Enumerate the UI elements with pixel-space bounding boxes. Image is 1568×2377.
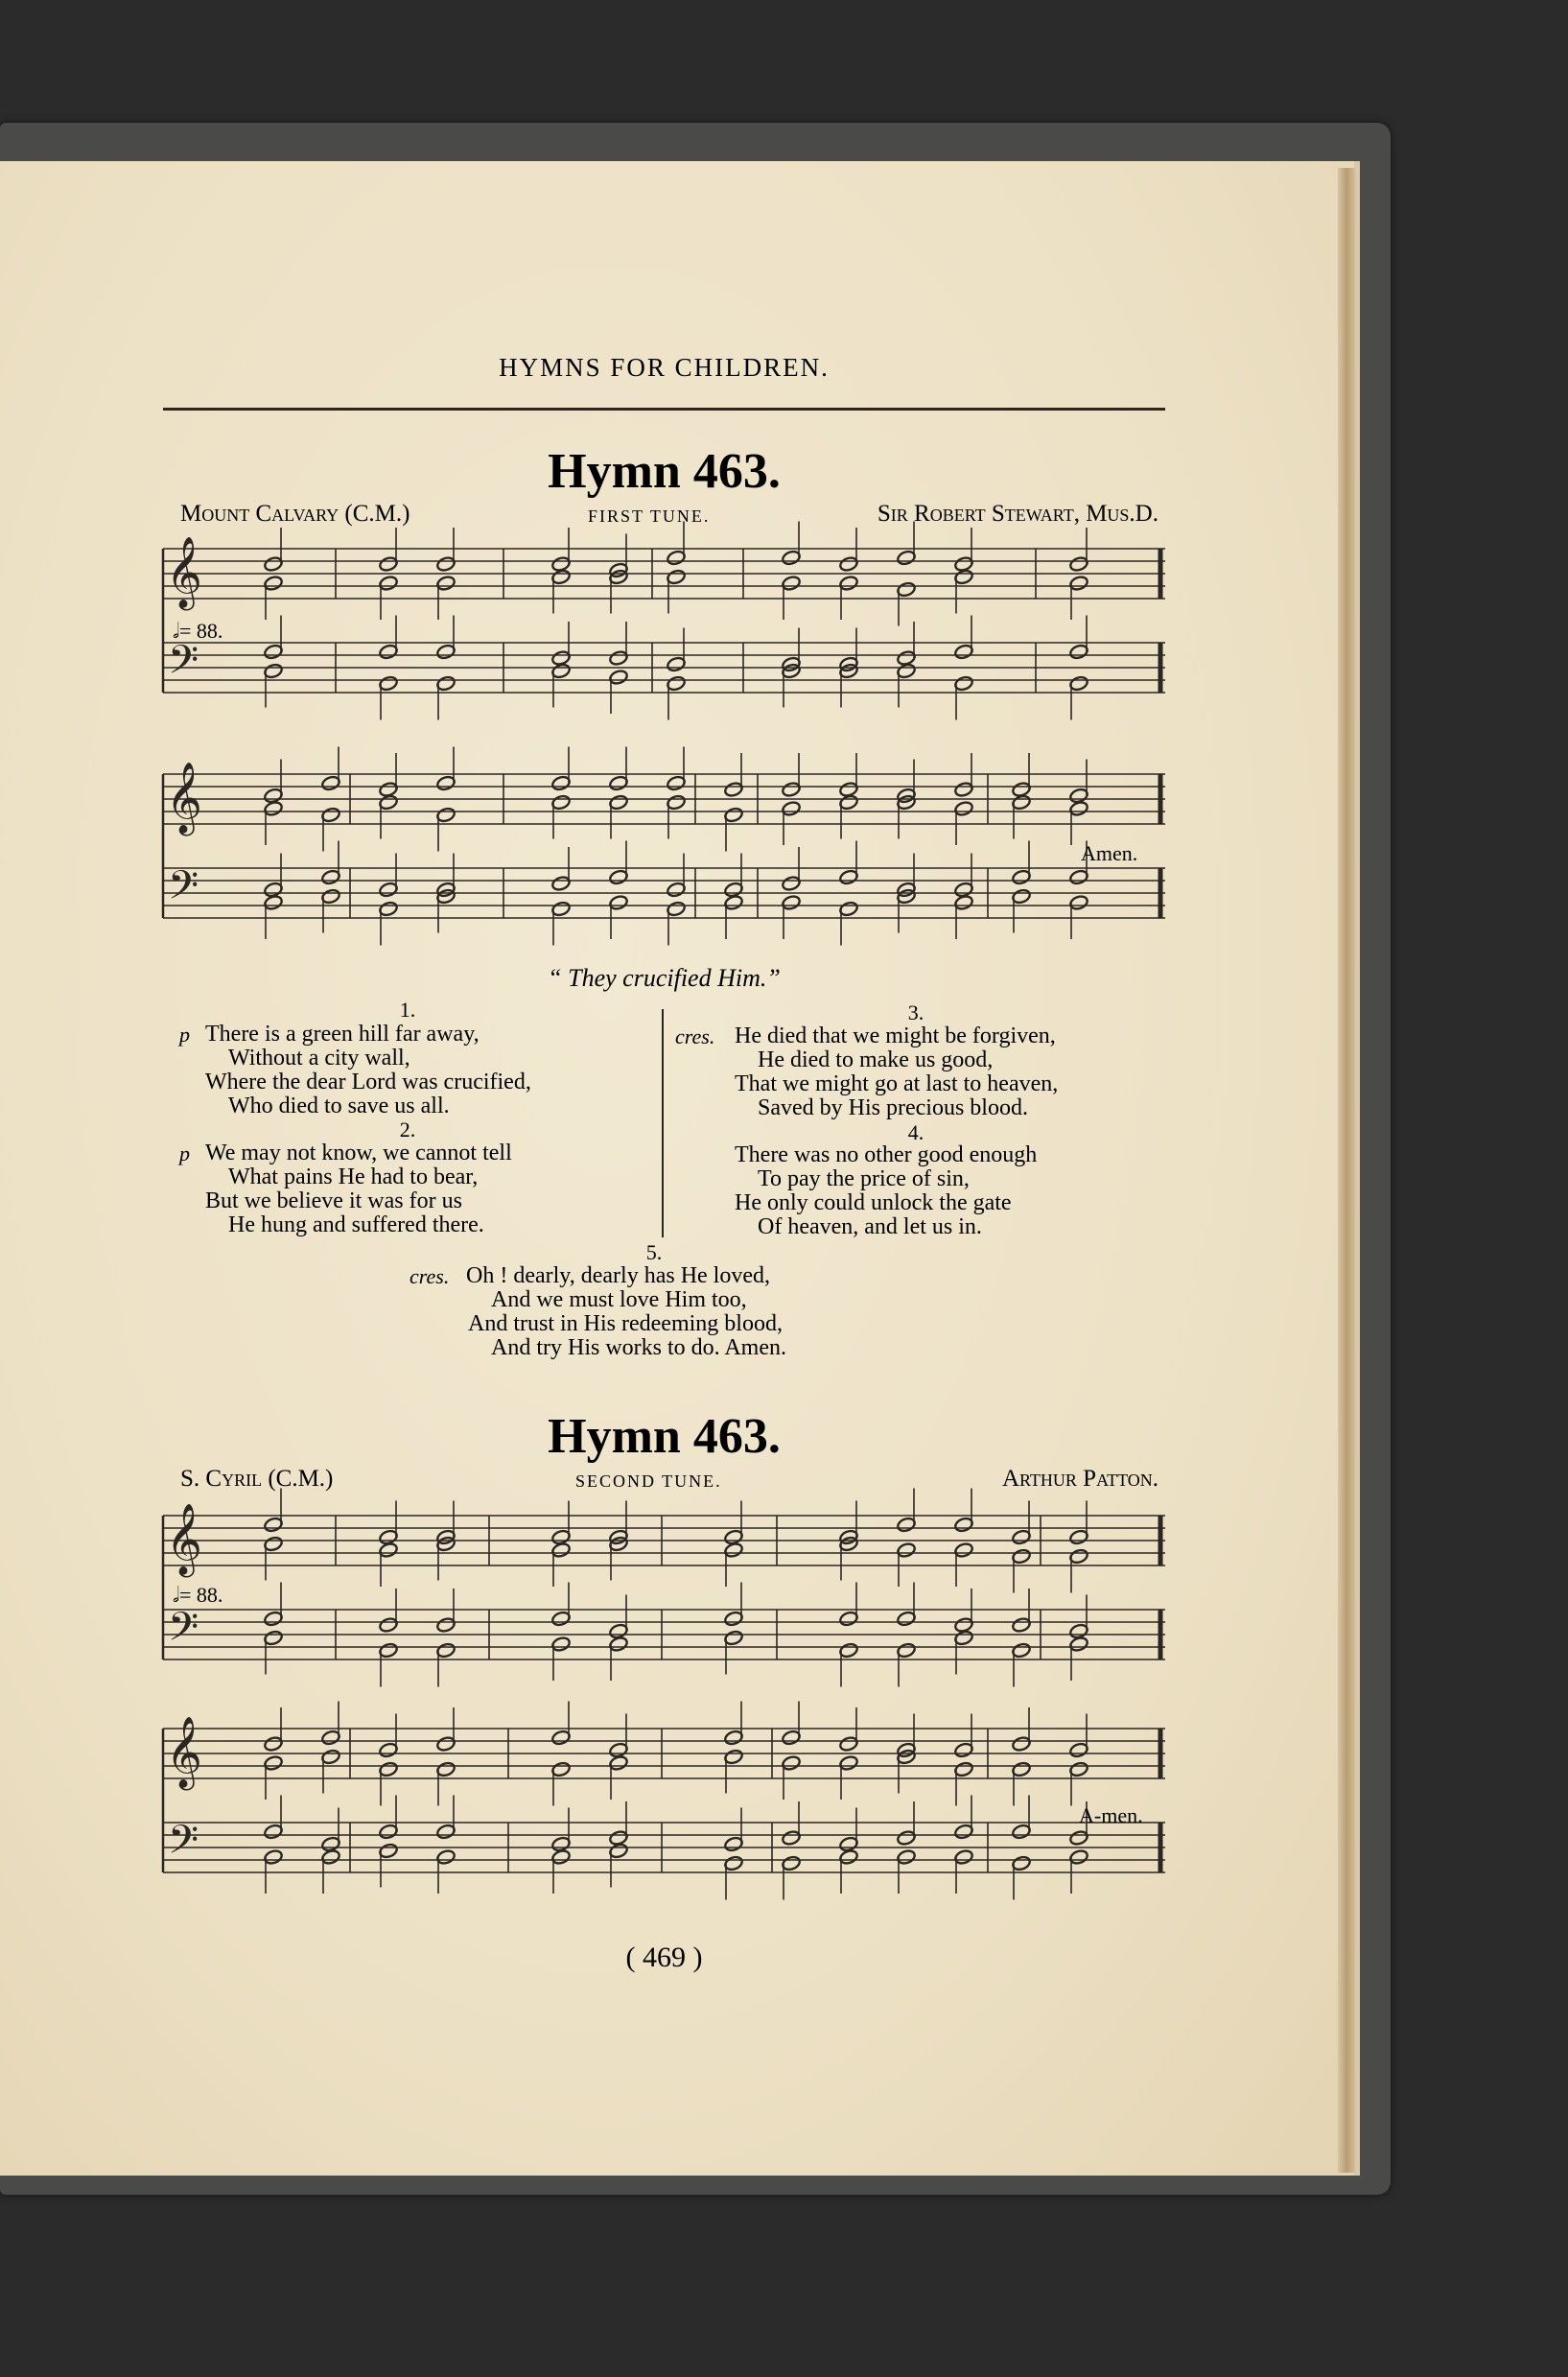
music-system-1a bbox=[158, 537, 1170, 715]
dynamic-marking: cres. bbox=[675, 1024, 715, 1048]
verse-line: Who died to save us all. bbox=[228, 1094, 450, 1118]
verse-line: He hung and suffered there. bbox=[228, 1212, 484, 1237]
amen-label-2: A-men. bbox=[1079, 1803, 1143, 1827]
verse-number: 5. bbox=[645, 1240, 663, 1264]
verse-line: There is a green hill far away, bbox=[205, 1022, 480, 1047]
verse-line: Where the dear Lord was crucified, bbox=[205, 1070, 531, 1094]
verse-line: Of heaven, and let us in. bbox=[758, 1214, 982, 1239]
tempo-marking-2 bbox=[173, 1583, 222, 1608]
dynamic-marking: p bbox=[179, 1023, 190, 1047]
verse-line: But we believe it was for us bbox=[205, 1188, 462, 1213]
verse-line: To pay the price of sin, bbox=[758, 1166, 970, 1191]
tune-composer: Sir Robert Stewart, Mus.D. bbox=[877, 501, 1158, 527]
treble-clef-icon: 𝄞 bbox=[166, 537, 202, 608]
verse-line: And try His works to do. Amen. bbox=[491, 1335, 786, 1360]
verse-line: And we must love Him too, bbox=[491, 1287, 747, 1312]
tune-name: Mount Calvary (C.M.) bbox=[180, 501, 410, 527]
treble-clef-icon: 𝄞 bbox=[166, 1717, 202, 1788]
tune-composer: Arthur Patton. bbox=[1001, 1466, 1158, 1492]
verse-line: He died to make us good, bbox=[758, 1047, 994, 1072]
dynamic-marking: cres. bbox=[410, 1264, 450, 1288]
tune-line-first bbox=[180, 501, 1158, 533]
treble-clef-icon: 𝄞 bbox=[166, 1504, 202, 1575]
verse-number: 1. bbox=[399, 998, 416, 1022]
bass-clef-icon: 𝄢 bbox=[168, 862, 199, 918]
dynamic-marking: p bbox=[179, 1141, 190, 1165]
amen-label-1: Amen. bbox=[1081, 841, 1138, 865]
verse-line: What pains He had to bear, bbox=[228, 1165, 479, 1189]
half-note-icon: 𝅗𝅥 bbox=[173, 1583, 179, 1607]
verse-line: Oh ! dearly, dearly has He loved, bbox=[466, 1263, 770, 1288]
tune-order: FIRST TUNE. bbox=[588, 506, 711, 526]
verse-line: That we might go at last to heaven, bbox=[735, 1071, 1059, 1096]
page-number: ( 469 ) bbox=[625, 1942, 703, 1973]
tune-name: S. Cyril (C.M.) bbox=[180, 1466, 334, 1492]
header-rule bbox=[163, 408, 1165, 411]
music-system-2b bbox=[158, 1717, 1170, 1918]
verse-number: 3. bbox=[907, 1000, 924, 1024]
hymn-title-first: Hymn 463. bbox=[548, 444, 781, 499]
hymn-title-second: Hymn 463. bbox=[548, 1409, 781, 1464]
verse-line: Without a city wall, bbox=[228, 1046, 410, 1071]
verse-line: We may not know, we cannot tell bbox=[205, 1141, 512, 1165]
music-system-2a bbox=[158, 1504, 1170, 1682]
verse-number: 2. bbox=[399, 1118, 416, 1141]
music-system-1b bbox=[158, 763, 1170, 954]
running-head: HYMNS FOR CHILDREN. bbox=[499, 353, 830, 382]
bass-clef-icon: 𝄢 bbox=[168, 1817, 199, 1872]
half-note-icon: 𝅗𝅥 bbox=[173, 619, 179, 643]
epigraph: “ They crucified Him.” bbox=[548, 964, 781, 992]
verse-line: He only could unlock the gate bbox=[735, 1190, 1012, 1215]
tune-line-second bbox=[180, 1466, 1158, 1498]
verse-line: And trust in His redeeming blood, bbox=[468, 1311, 783, 1336]
verse-line: Saved by His precious blood. bbox=[758, 1095, 1028, 1120]
page-edge bbox=[1338, 168, 1355, 2173]
verse-number: 4. bbox=[907, 1120, 924, 1144]
bass-clef-icon: 𝄢 bbox=[168, 637, 199, 693]
bass-clef-icon: 𝄢 bbox=[168, 1604, 199, 1659]
verse-line: He died that we might be forgiven, bbox=[735, 1024, 1056, 1048]
tempo-value: = 88. bbox=[179, 619, 223, 643]
tempo-marking-1 bbox=[173, 619, 222, 644]
tempo-value: = 88. bbox=[179, 1583, 223, 1607]
treble-clef-icon: 𝄞 bbox=[166, 763, 202, 834]
verse-line: There was no other good enough bbox=[735, 1142, 1038, 1167]
verse-divider bbox=[662, 1009, 664, 1237]
tune-order: SECOND TUNE. bbox=[575, 1471, 722, 1491]
